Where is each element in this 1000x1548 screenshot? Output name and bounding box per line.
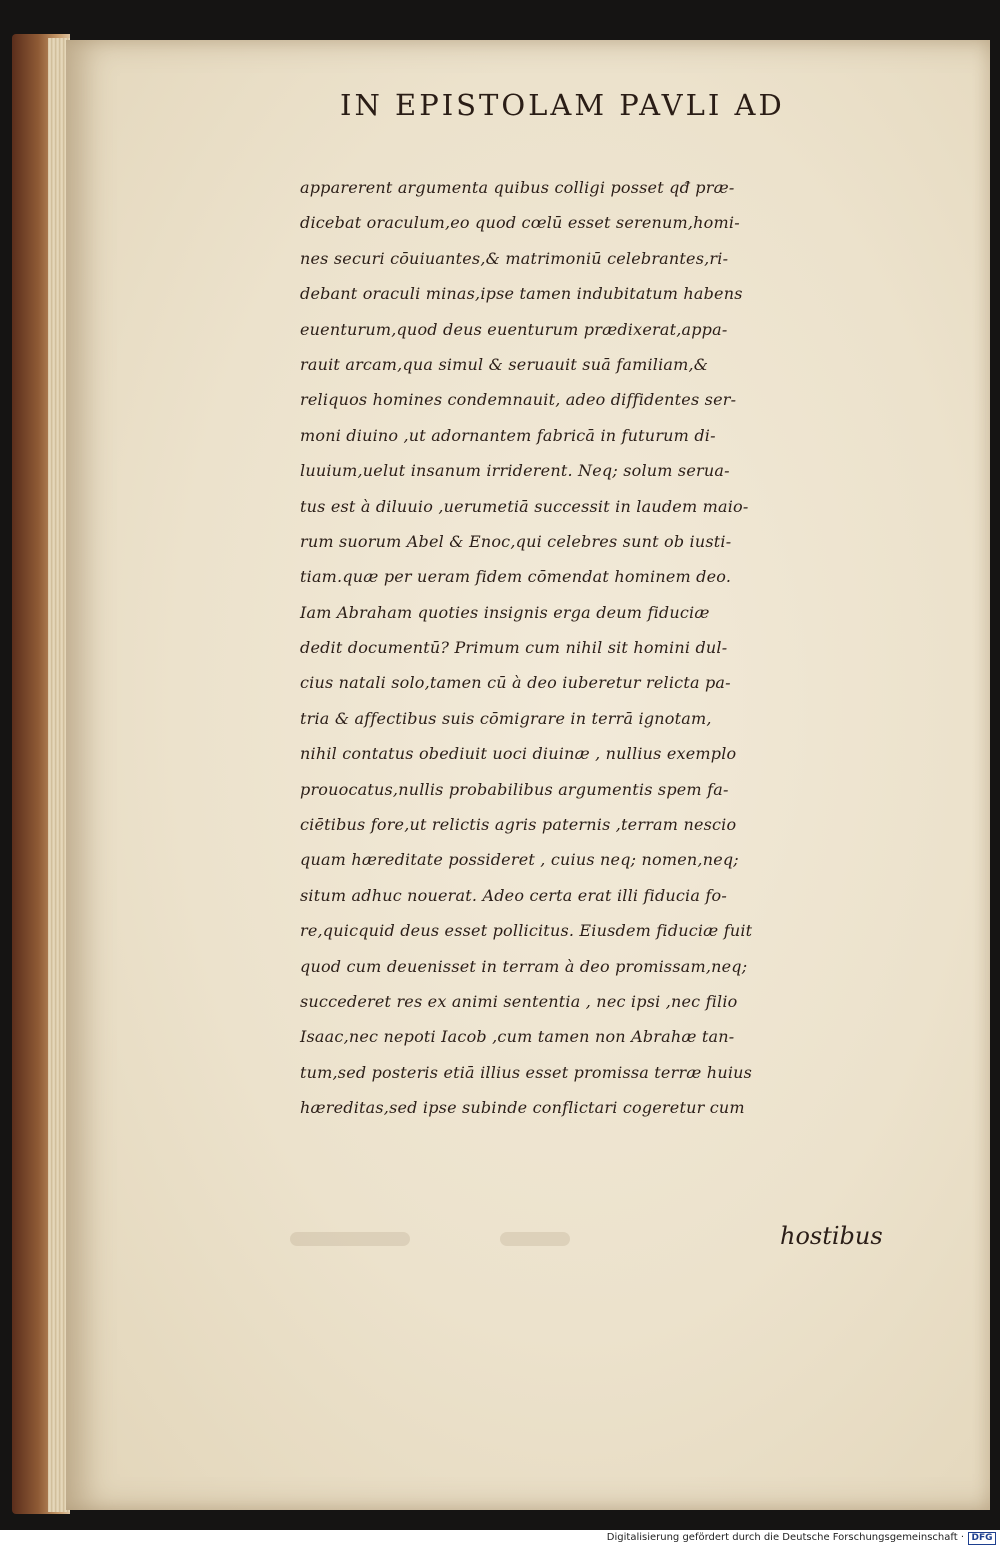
text-line: Iam Abraham quoties insignis erga deum fiduciæ — [300, 602, 710, 622]
text-line: dicebat oraculum,eo quod cœlū esset serenum,homi- — [300, 213, 740, 233]
text-line: ciētibus fore,ut relictis agris paternis ,terram nescio — [300, 815, 737, 835]
dfg-logo-icon: DFG — [968, 1532, 996, 1545]
text-line: tus est à diluuio ,uerumetiā successit in laudem maio- — [300, 496, 749, 516]
text-line: prouocatus,nullis probabilibus argumentis spem fa- — [300, 779, 729, 799]
text-line: rum suorum Abel & Enoc,qui celebres sunt ob iusti- — [300, 531, 732, 551]
text-line: luuium,uelut insanum irriderent. Neq; solum serua- — [300, 461, 730, 481]
ink-smudge — [290, 1232, 410, 1246]
text-line: succederet res ex animi sententia , nec ipsi ,nec filio — [300, 991, 738, 1011]
ink-smudge — [500, 1232, 570, 1246]
text-line: re,quicquid deus esset pollicitus. Eiusdem fiduciæ fuit — [300, 921, 753, 941]
footer-credit: Digitalisierung gefördert durch die Deutsche Forschungsgemeinschaft · — [606, 1532, 964, 1543]
text-line: nihil contatus obediuit uoci diuinæ , nullius exemplo — [300, 744, 737, 764]
text-line: dedit documentū? Primum cum nihil sit homini dul- — [300, 638, 728, 658]
text-line: euenturum,quod deus euenturum prædixerat,appa- — [300, 319, 728, 339]
text-line: quod cum deuenisset in terram à deo promissam,neq; — [300, 956, 748, 976]
text-line: tiam.quæ per ueram fidem cōmendat hominem deo. — [300, 567, 732, 587]
catchword: hostibus — [780, 1222, 883, 1250]
text-line: moni diuino ,ut adornantem fabricā in futurum di- — [300, 425, 716, 445]
text-line: rauit arcam,qua simul & seruauit suā familiam,& — [300, 354, 709, 374]
text-line: tum,sed posteris etiā illius esset promissa terræ huius — [300, 1062, 753, 1082]
text-line: tria & affectibus suis cōmigrare in terrā ignotam, — [300, 708, 712, 728]
text-line: nes securi cōuiuantes,& matrimoniū celebrantes,ri- — [300, 248, 729, 268]
running-head: IN EPISTOLAM PAVLI AD — [340, 88, 785, 122]
text-line: cius natali solo,tamen cū à deo iuberetur relicta pa- — [300, 673, 731, 693]
text-line: debant oraculi minas,ipse tamen indubitatum habens — [300, 284, 743, 304]
text-line: apparerent argumenta quibus colligi posset qđ præ- — [300, 178, 735, 197]
text-line: situm adhuc nouerat. Adeo certa erat illi fiducia fo- — [300, 885, 727, 905]
footer-bar — [0, 1530, 1000, 1548]
text-line: hæreditas,sed ipse subinde conflictari cogeretur cum — [300, 1098, 745, 1118]
body-text — [300, 170, 950, 1126]
text-line: Isaac,nec nepoti Iacob ,cum tamen non Abrahæ tan- — [300, 1027, 735, 1047]
text-line: quam hæreditate possideret , cuius neq; nomen,neq; — [300, 850, 739, 870]
text-line: reliquos homines condemnauit, adeo diffidentes ser- — [300, 390, 737, 410]
